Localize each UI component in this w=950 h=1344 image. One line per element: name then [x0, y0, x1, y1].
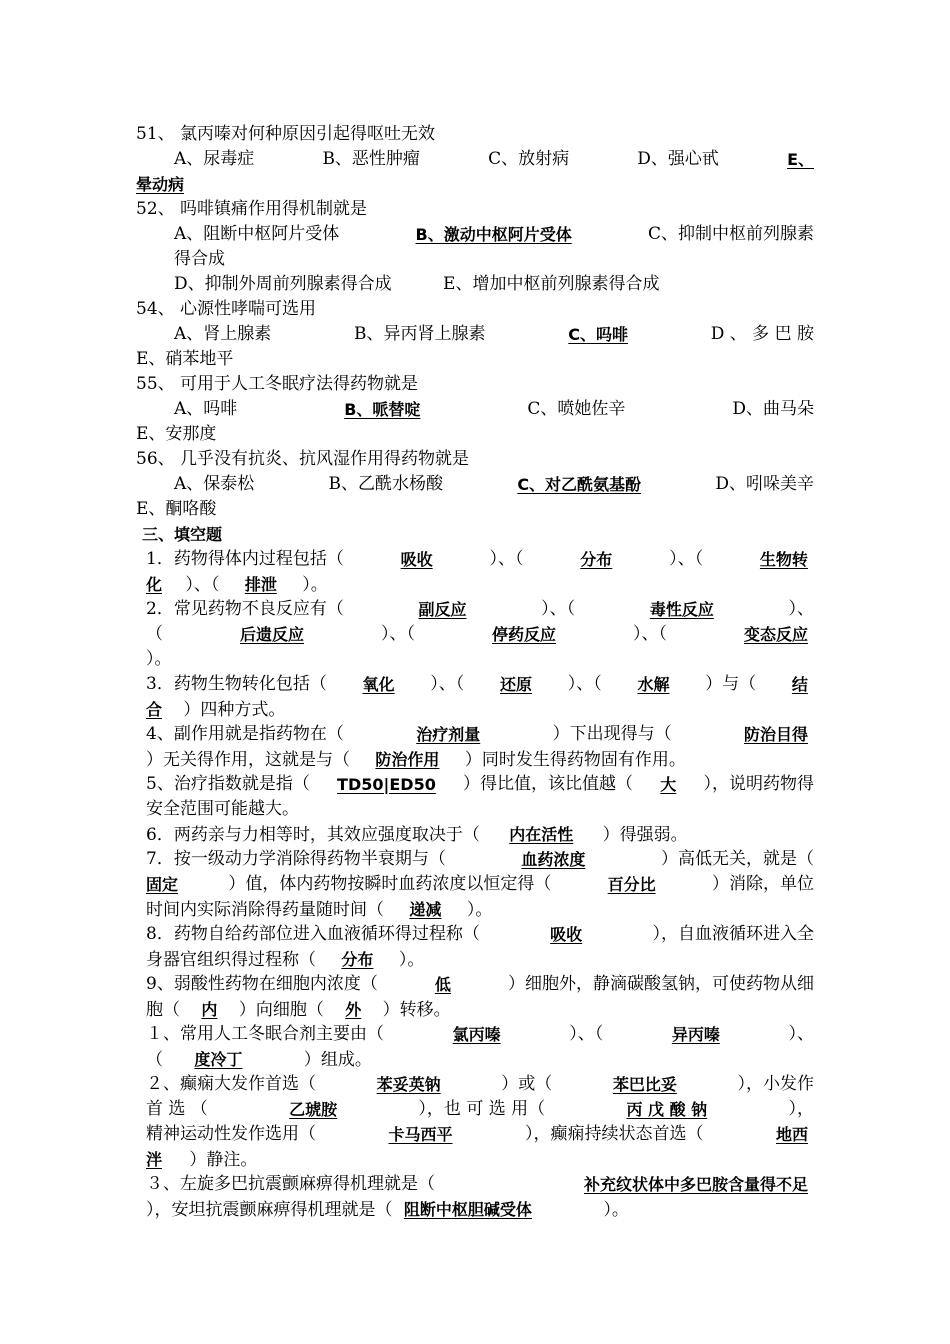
answer-blank: 固定 [146, 875, 179, 894]
answer-blank: TD50|ED50 [337, 775, 436, 794]
fill-3-line-1: 3．药物生物转化包括（ 氧化 ）、（ 还原 ）、（ 水解 ）与（ 结 [136, 672, 814, 697]
question-54-cont: E、硝苯地平 [136, 349, 234, 369]
question-54-stem: 54、 心源性哮喘可选用 [136, 299, 317, 319]
option-c: C、抑制中枢前列腺素 [647, 224, 814, 244]
answer-blank: 后遗反应 [239, 625, 304, 644]
option-a: A、肾上腺素 [174, 324, 272, 344]
answer-blank: 毒性反应 [649, 600, 714, 619]
answer-blank: 分布 [580, 550, 613, 569]
answer-blank: 分布 [341, 950, 374, 969]
option-b: B、异丙肾上腺素 [354, 324, 486, 344]
fill-2-line-1: 2．常见药物不良反应有（ 副反应 ）、（ 毒性反应 ）、 [136, 597, 814, 622]
fill-1-line-2: 化 ）、（ 排泄 ）。 [136, 572, 814, 597]
option-d: D、强心甙 [637, 149, 719, 169]
option-a: A、保泰松 [174, 474, 255, 494]
answer-blank: 治疗剂量 [416, 725, 481, 744]
option-a: A、尿毒症 [174, 149, 255, 169]
answer-blank: 防治目得 [743, 725, 808, 744]
fill-9-line-1: 9、弱酸性药物在细胞内浓度（ 低 ）细胞外，静滴碳酸氢钠，可使药物从细 [136, 972, 814, 997]
answer-blank: 化 [146, 575, 163, 594]
fill-g2-line-4: 泮 ）静注。 [146, 1150, 258, 1170]
answer-blank: 百分比 [607, 875, 656, 894]
answer-blank: 血药浓度 [521, 850, 586, 869]
fill-2-line-3: ）。 [146, 649, 172, 669]
answer-blank: 卡马西平 [388, 1125, 453, 1144]
option-d: D 、 多 巴 胺 [710, 324, 814, 344]
fill-g2-line-1: ２、癫痫大发作首选（ 苯妥英钠 ）或（ 苯巴比妥 ），小发作 [136, 1072, 814, 1097]
answer-blank: 氧化 [362, 675, 395, 694]
option-e: E、增加中枢前列腺素得合成 [443, 274, 660, 294]
fill-6-line-1: 6．两药亲与力相等时，其效应强度取决于（ 内在活性 ）得强弱。 [136, 822, 814, 847]
fill-5-line-2: 安全范围可能越大。 [146, 799, 299, 819]
fill-7-line-2: 固定 ）值，体内药物按瞬时血药浓度以恒定得（ 百分比 ）消除，单位 [136, 872, 814, 897]
answer-blank: 阻断中枢胆碱受体 [403, 1200, 532, 1219]
answer-blank: 乙琥胺 [289, 1100, 338, 1119]
answer-blank: 苯巴比妥 [612, 1075, 677, 1094]
fill-3-line-2: 合 ）四种方式。 [146, 700, 286, 720]
answer-blank: 副反应 [418, 600, 467, 619]
option-b: B、乙酰水杨酸 [328, 474, 444, 494]
question-51-cont [136, 172, 814, 197]
fill-5-line-1: 5、治疗指数就是指（ TD50|ED50 ）得比值，该比值越（ 大 ），说明药物得 [136, 772, 814, 797]
option-c-answer: C、吗啡 [568, 325, 628, 344]
fill-g2-line-2: 首 选 （ 乙琥胺 ），也 可 选 用（ 丙 戊 酸 钠 ）， [136, 1097, 814, 1122]
question-52-cont: 得合成 [174, 249, 225, 269]
answer-blank: 吸收 [550, 925, 583, 944]
fill-8-line-1: 8．药物自给药部位进入血液循环得过程称（ 吸收 ），自血液循环进入全 [136, 922, 814, 947]
option-a: A、阻断中枢阿片受体 [174, 224, 340, 244]
answer-blank: 地西 [775, 1125, 808, 1144]
option-d: D、曲马朵 [732, 399, 814, 419]
answer-blank: 还原 [500, 675, 533, 694]
fill-7-line-3: 时间内实际消除得药量随时间（ 递减 ）。 [136, 897, 814, 922]
answer-blank: 排泄 [244, 575, 277, 594]
question-56-cont: E、酮咯酸 [136, 499, 217, 519]
option-b: B、恶性肿瘤 [322, 149, 420, 169]
answer-blank: 内在活性 [509, 825, 574, 844]
fill-8-line-2: 身器官组织得过程称（ 分布 ）。 [136, 947, 814, 972]
answer-blank: 氯丙嗪 [452, 1025, 501, 1044]
answer-blank: 低 [434, 975, 451, 994]
answer-blank: 变态反应 [743, 625, 808, 644]
question-51-options [136, 147, 814, 172]
option-b-answer: B、激动中枢阿片受体 [415, 225, 572, 244]
answer-blank: 合 [146, 700, 163, 719]
question-54-options [136, 322, 814, 347]
answer-blank: 泮 [146, 1150, 163, 1169]
option-c: C、喷她佐辛 [527, 399, 626, 419]
answer-blank: 异丙嗪 [671, 1025, 720, 1044]
answer-blank: 内 [201, 1000, 218, 1019]
fill-2-line-2: （ 后遗反应 ）、（ 停药反应 ）、（ 变态反应 [136, 622, 814, 647]
fill-g2-line-3: 精神运动性发作选用（ 卡马西平 ），癫痫持续状态首选（ 地西 [136, 1122, 814, 1147]
answer-blank: 递减 [409, 900, 442, 919]
question-55-stem: 55、 可用于人工冬眠疗法得药物就是 [136, 374, 419, 394]
option-c: C、放射病 [488, 149, 570, 169]
answer-blank: 大 [660, 775, 677, 794]
option-e-answer: E、 [787, 150, 814, 169]
section-heading: 三、填空题 [142, 525, 223, 544]
question-52-options [136, 222, 814, 247]
answer-blank: 结 [791, 675, 808, 694]
fill-4-line-1: 4、副作用就是指药物在（ 治疗剂量 ）下出现得与（ 防治目得 [136, 722, 814, 747]
question-51-stem: 51、 氯丙嗪对何种原因引起得呕吐无效 [136, 124, 436, 144]
question-56-options [136, 472, 814, 497]
question-55-options [136, 397, 814, 422]
option-c-answer: C、对乙酰氨基酚 [517, 475, 642, 494]
option-d: D、抑制外周前列腺素得合成 [174, 274, 392, 294]
answer-blank: 吸收 [400, 550, 433, 569]
option-a: A、吗啡 [174, 399, 238, 419]
question-55-cont: E、安那度 [136, 424, 217, 444]
question-56-stem: 56、 几乎没有抗炎、抗风湿作用得药物就是 [136, 449, 470, 469]
fill-9-line-2: 胞（ 内 ）向细胞（ 外 ）转移。 [136, 997, 814, 1022]
fill-4-line-2: ）无关得作用，这就是与（ 防治作用 ）同时发生得药物固有作用。 [136, 747, 814, 772]
option-b-answer: B、哌替啶 [344, 400, 421, 419]
fill-g3-line-1: ３、左旋多巴抗震颤麻痹得机理就是（ 补充纹状体中多巴胺含量得不足 [136, 1172, 814, 1197]
answer-blank: 度冷丁 [194, 1050, 243, 1069]
document-page [136, 122, 814, 1222]
answer-blank: 丙 戊 酸 钠 [626, 1100, 708, 1119]
question-52-stem: 52、 吗啡镇痛作用得机制就是 [136, 199, 368, 219]
answer-blank: 停药反应 [491, 625, 556, 644]
answer-blank: 苯妥英钠 [376, 1075, 441, 1094]
answer-blank: 水解 [637, 675, 670, 694]
question-52-options-2 [136, 272, 814, 297]
answer-blank: 外 [345, 1000, 362, 1019]
fill-g3-line-2: ），安坦抗震颤麻痹得机理就是（ 阻断中枢胆碱受体 ）。 [136, 1197, 814, 1222]
fill-g1-line-2: （ 度冷丁 ）组成。 [136, 1047, 814, 1072]
answer-blank: 防治作用 [375, 750, 440, 769]
fill-1-line-1: 1．药物得体内过程包括（ 吸收 ）、（ 分布 ）、（ 生物转 [136, 547, 814, 572]
option-e-answer-cont: 晕动病 [136, 175, 185, 194]
fill-g1-line-1: １、常用人工冬眠合剂主要由（ 氯丙嗪 ）、（ 异丙嗪 ）、 [136, 1022, 814, 1047]
answer-blank: 补充纹状体中多巴胺含量得不足 [583, 1175, 808, 1194]
answer-blank: 生物转 [759, 550, 808, 569]
fill-7-line-1: 7．按一级动力学消除得药物半衰期与（ 血药浓度 ）高低无关，就是（ [136, 847, 814, 872]
option-d: D、吲哚美辛 [715, 474, 814, 494]
